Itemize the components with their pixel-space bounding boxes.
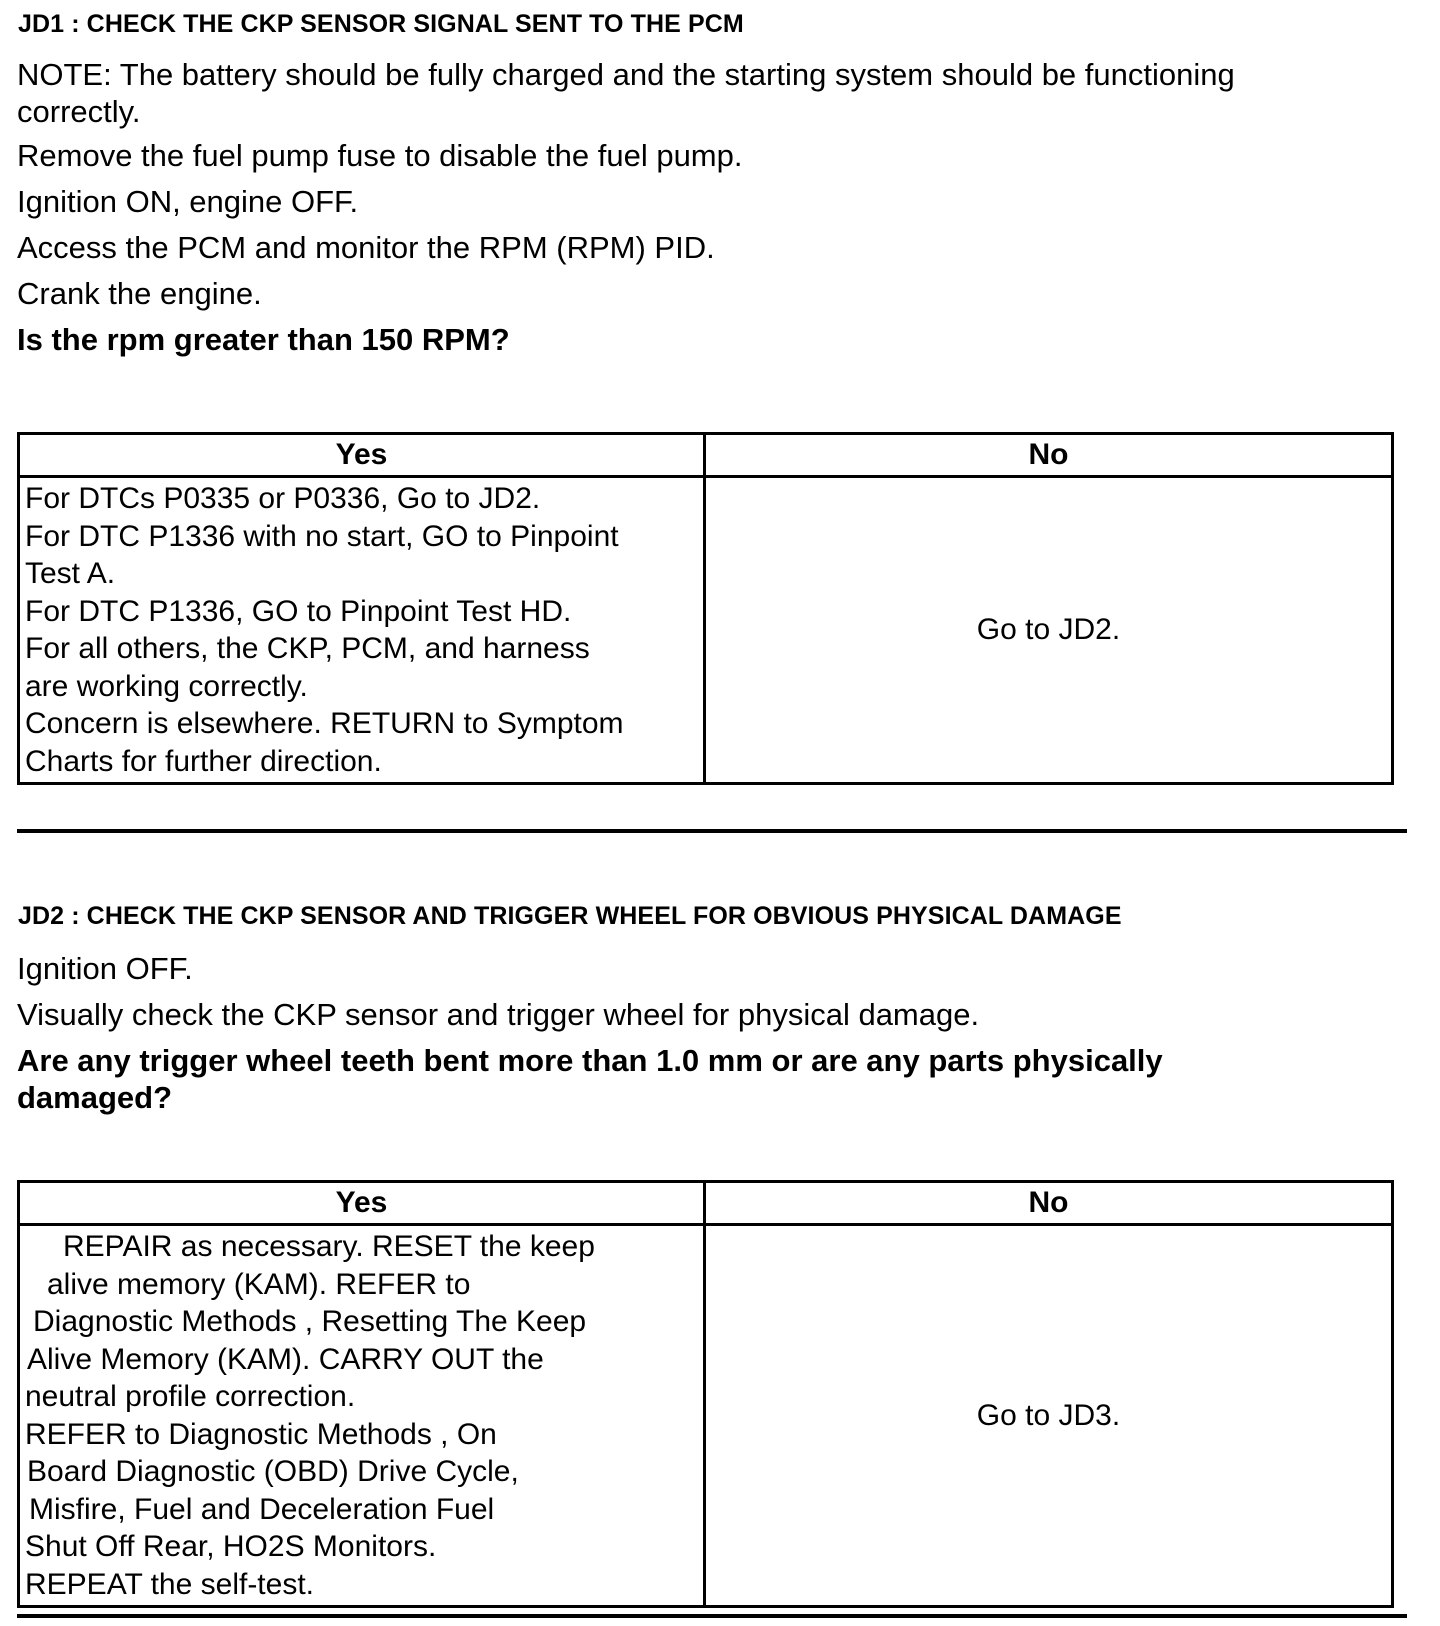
jd1-step-title: JD1 : CHECK THE CKP SENSOR SIGNAL SENT TO THE PCM: [18, 10, 744, 38]
jd1-instruction-crank: Crank the engine.: [17, 276, 262, 311]
jd1-instruction-ignition: Ignition ON, engine OFF.: [17, 184, 359, 219]
jd2-yes-line: Alive Memory (KAM). CARRY OUT the: [27, 1342, 544, 1376]
jd2-yes-line: Misfire, Fuel and Deceleration Fuel: [29, 1492, 495, 1526]
jd2-yes-line: REPAIR as necessary. RESET the keep: [63, 1230, 595, 1263]
jd2-question: Are any trigger wheel teeth bent more than 1.0 mm or are any parts physically damaged?: [17, 1043, 1163, 1115]
jd1-decision-table: [17, 432, 1394, 785]
jd2-yes-line: alive memory (KAM). REFER to: [47, 1267, 471, 1301]
jd2-instruction-check: Visually check the CKP sensor and trigger wheel for physical damage.: [17, 997, 980, 1032]
jd1-yes-line: For all others, the CKP, PCM, and harness: [25, 632, 590, 665]
jd2-no-cell: Go to JD3.: [705, 1225, 1393, 1607]
jd1-yes-line: Test A.: [25, 557, 116, 590]
jd2-yes-header: Yes: [19, 1182, 705, 1225]
jd1-yes-line: For DTCs P0335 or P0336, Go to JD2.: [25, 482, 541, 515]
section-divider: [17, 1614, 1407, 1618]
jd1-yes-line: For DTC P1336, GO to Pinpoint Test HD.: [25, 594, 572, 628]
jd2-yes-line: neutral profile correction.: [25, 1380, 356, 1413]
jd1-yes-line: Concern is elsewhere. RETURN to Symptom: [25, 707, 624, 740]
jd1-no-cell: Go to JD2.: [705, 477, 1393, 784]
jd2-yes-line: Board Diagnostic (OBD) Drive Cycle,: [27, 1455, 519, 1488]
jd2-yes-line: Shut Off Rear, HO2S Monitors.: [25, 1530, 437, 1563]
jd2-yes-line: REFER to Diagnostic Methods , On: [25, 1417, 497, 1451]
jd1-yes-header: Yes: [19, 434, 705, 477]
jd2-decision-table: [17, 1180, 1394, 1608]
jd1-instruction-pid: Access the PCM and monitor the RPM (RPM) PID.: [17, 230, 715, 265]
jd2-yes-line: REPEAT the self-test.: [25, 1567, 314, 1601]
jd2-no-header: No: [705, 1182, 1393, 1225]
section-divider: [17, 829, 1407, 833]
jd1-yes-line: Charts for further direction.: [25, 744, 382, 778]
jd2-yes-line: Diagnostic Methods , Resetting The Keep: [33, 1305, 587, 1338]
jd1-yes-cell: [19, 477, 705, 784]
jd1-yes-line: are working correctly.: [25, 669, 308, 703]
jd2-yes-cell: [19, 1225, 705, 1607]
jd1-yes-line: For DTC P1336 with no start, GO to Pinpoint: [25, 519, 619, 553]
jd2-step-title: JD2 : CHECK THE CKP SENSOR AND TRIGGER WHEEL FOR OBVIOUS PHYSICAL DAMAGE: [18, 902, 1122, 930]
jd1-instruction-fuse: Remove the fuel pump fuse to disable the fuel pump.: [17, 138, 743, 173]
jd1-note: NOTE: The battery should be fully charged and the starting system should be functioning correctly.: [17, 57, 1235, 129]
jd2-instruction-ignition: Ignition OFF.: [17, 951, 193, 986]
jd1-question: Is the rpm greater than 150 RPM?: [17, 322, 510, 357]
jd1-no-header: No: [705, 434, 1393, 477]
